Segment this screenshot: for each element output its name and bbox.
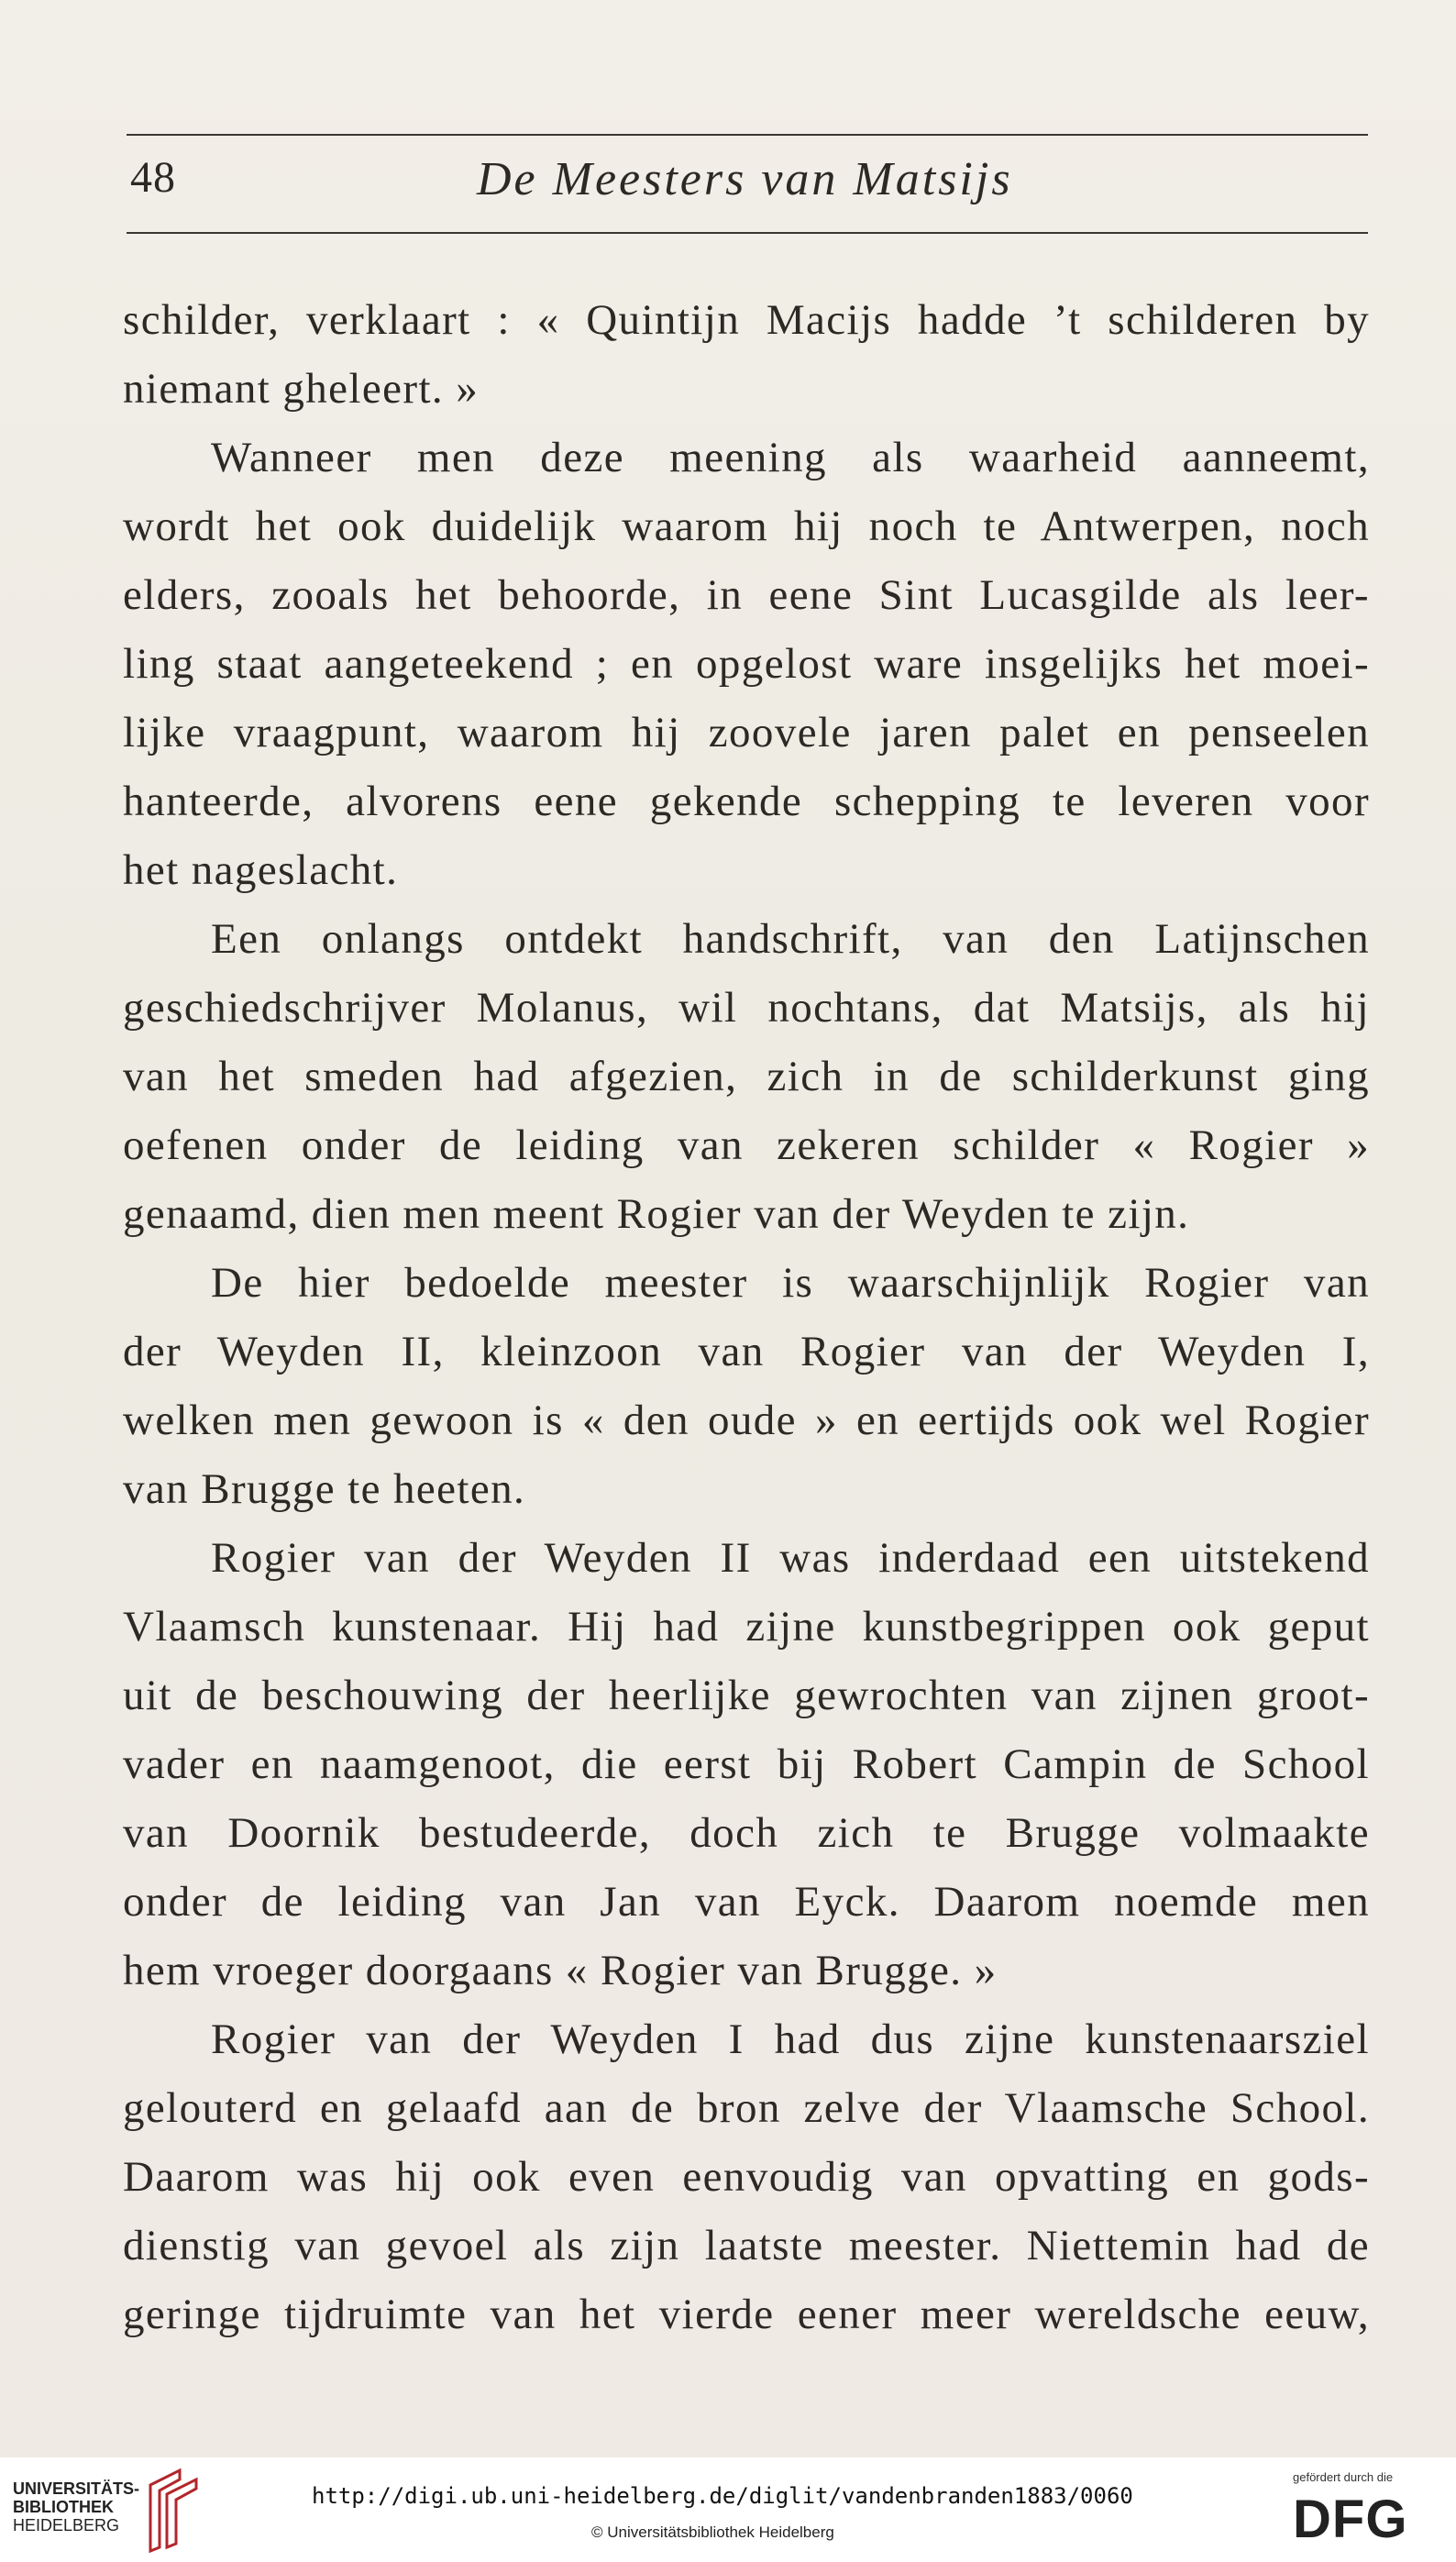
text-line: het nageslacht. (123, 846, 399, 894)
library-name (13, 2479, 139, 2534)
text-line: oefenen onder de leiding van zekeren schilder « Rogier » (123, 1121, 1370, 1169)
text-line: niemant gheleert. » (123, 365, 480, 413)
copyright-notice: © Universitätsbibliothek Heidelberg (591, 2523, 834, 2541)
digitization-footer (0, 2457, 1456, 2562)
text-line: hanteerde, alvorens eene gekende schepping te leveren voor (123, 778, 1370, 825)
text-line: vader en naamgenoot, die eerst bij Robert Campin de School (123, 1740, 1370, 1788)
text-line: der Weyden II, kleinzoon van Rogier van der Weyden I, (123, 1328, 1370, 1375)
text-line: Rogier van der Weyden II was inderdaad een uitstekend (211, 1534, 1370, 1582)
text-line: Wanneer men deze meening als waarheid aanneemt, (211, 434, 1370, 481)
text-line: lijke vraagpunt, waarom hij zoovele jaren palet en penseelen (123, 709, 1370, 756)
text-line: van Brugge te heeten. (123, 1465, 526, 1513)
text-line: Rogier van der Weyden I had dus zijne kunstenaarsziel (211, 2015, 1370, 2063)
text-line: ling staat aangeteekend ; en opgelost ware insgelijks het moei- (123, 640, 1370, 688)
text-line: wordt het ook duidelijk waarom hij noch te Antwerpen, noch (123, 502, 1370, 550)
body-text (123, 286, 1370, 2349)
text-line: geringe tijdruimte van het vierde eener meer wereldsche eeuw, (123, 2291, 1370, 2338)
library-name-line: HEIDELBERG (13, 2516, 120, 2534)
library-name-line: UNIVERSITÄTS- (13, 2479, 140, 2498)
text-line: dienstig van gevoel als zijn laatste meester. Niettemin had de (123, 2222, 1370, 2269)
running-title: De Meesters van Matsijs (477, 153, 1013, 205)
text-line: geschiedschrijver Molanus, wil nochtans, dat Matsijs, als hij (123, 984, 1370, 1032)
text-line: Een onlangs ontdekt handschrift, van den Latijnschen (211, 915, 1370, 963)
text-line: De hier bedoelde meester is waarschijnlijk Rogier van (211, 1259, 1370, 1307)
text-line: welken men gewoon is « den oude » en eertijds ook wel Rogier (123, 1397, 1370, 1444)
dfg-logo: DFG (1293, 2490, 1408, 2549)
text-line: gelouterd en gelaafd aan de bron zelve der Vlaamsche School. (123, 2084, 1370, 2132)
text-line: onder de leiding van Jan van Eyck. Daarom noemde men (123, 1878, 1370, 1926)
text-line: van Doornik bestudeerde, doch zich te Brugge volmaakte (123, 1809, 1370, 1857)
header-rule-top (127, 134, 1368, 136)
text-line: elders, zooals het behoorde, in eene Sint Lucasgilde als leer- (123, 571, 1370, 619)
permalink[interactable]: http://digi.ub.uni-heidelberg.de/diglit/vandenbranden1883/0060 (312, 2483, 1133, 2509)
library-name-line: BIBLIOTHEK (13, 2498, 114, 2516)
text-line: uit de beschouwing der heerlijke gewrochten van zijnen groot- (123, 1672, 1370, 1719)
page-number: 48 (130, 153, 176, 202)
text-line: hem vroeger doorgaans « Rogier van Brugge. » (123, 1947, 998, 1994)
header-rule-bottom (127, 232, 1368, 234)
text-line: Vlaamsch kunstenaar. Hij had zijne kunstbegrippen ook geput (123, 1603, 1370, 1651)
text-line: schilder, verklaart : « Quintijn Macijs hadde ’t schilderen by (123, 296, 1370, 344)
text-line: Daarom was hij ook even eenvoudig van opvatting en gods- (123, 2153, 1370, 2201)
text-line: van het smeden had afgezien, zich in de schilderkunst ging (123, 1053, 1370, 1100)
funding-label: gefördert durch die (1293, 2470, 1394, 2484)
library-logo-icon (143, 2467, 209, 2559)
text-line: genaamd, dien men meent Rogier van der Weyden te zijn. (123, 1190, 1190, 1238)
